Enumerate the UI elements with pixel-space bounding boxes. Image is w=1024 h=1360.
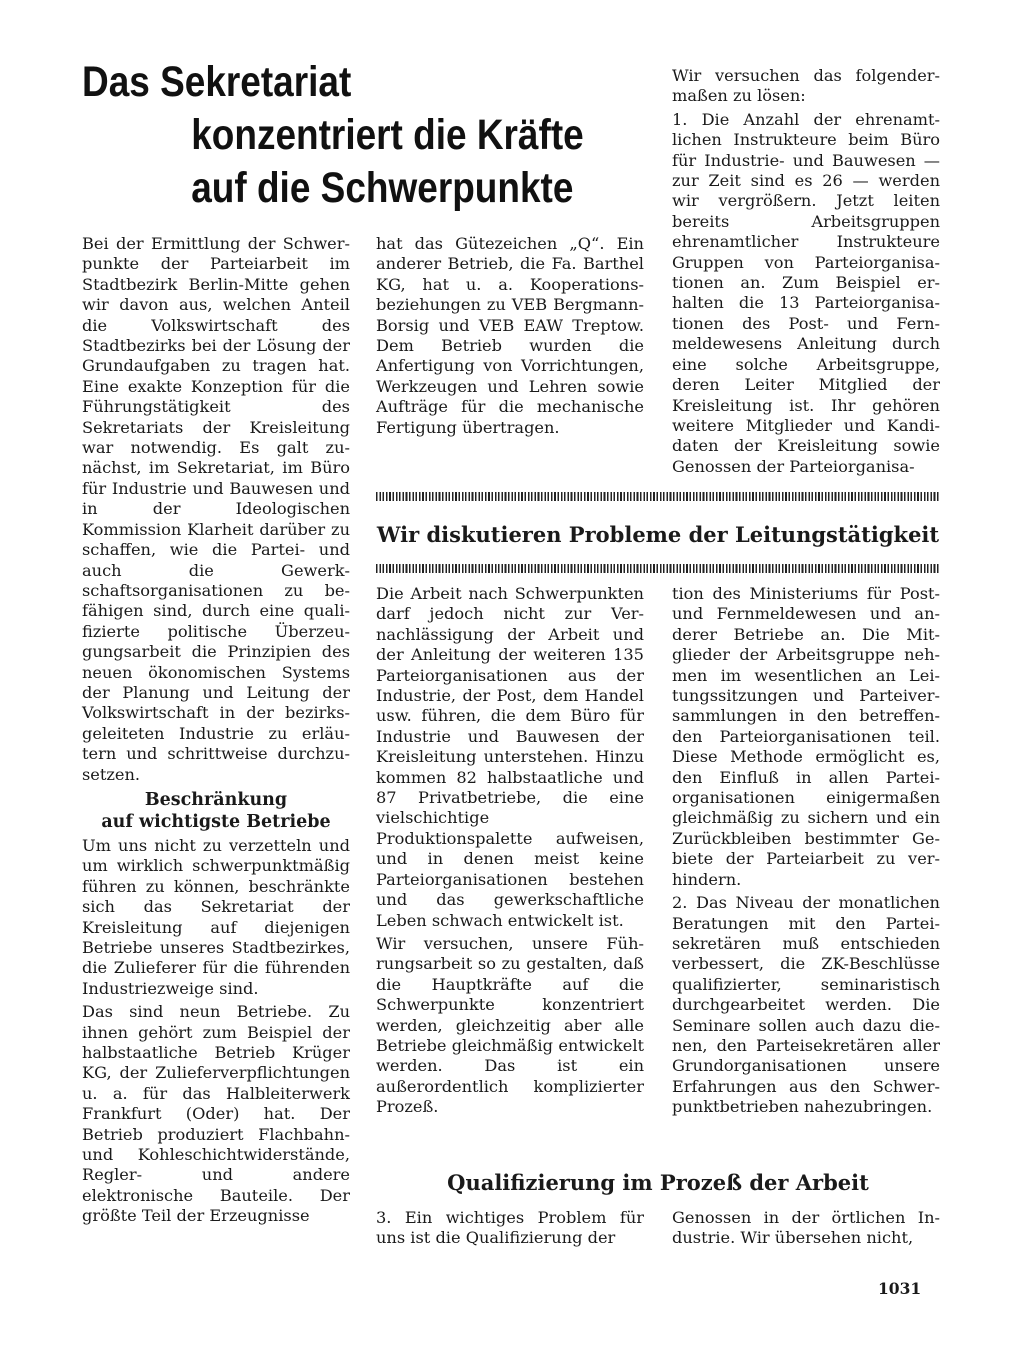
title-line-2: konzentriert die Kräfte — [191, 111, 584, 159]
col3-top-paragraph-1: Wir versuchen das folgendermaßen zu lösen: — [672, 66, 940, 106]
col1-subheading-line-1: Beschränkung — [144, 789, 288, 810]
col3-mid-paragraph-1: tion des Ministeriums für Post- und Fernmeldewesen und anderer Betriebe an. Die Mitglieder der Arbeitsgruppe nehmen im wesentlichen an Leitungssitzungen und Parteiversammlungen in den betreffenden Parteiorganisationen teil. Diese Methode ermöglicht es, den Einfluß in allen Parteiorganisationen einigermaßen gleichmäßig zu sichern und ein Zurückbleiben bestimmter Gebiete der Parteiarbeit zu verhindern. — [672, 584, 940, 889]
column-1 — [82, 234, 350, 1227]
col3-top-paragraph-2: 1. Die Anzahl der ehrenamtlichen Instrukteure beim Büro für Industrie- und Bauwesen — zur Zeit sind es 26 — werden wir vergrößern. Jetzt leiten bereits Arbeitsgruppen ehrenamtlicher Instrukteure Gruppen von Parteiorganisationen an. Zum Beispiel erhalten die 13 Parteiorganisationen des Post- und Fernmeldewesens Anleitung durch eine solche Arbeitsgruppe, deren Leiter Mitglied der Kreisleitung ist. Ihr gehören weitere Mitglieder und Kandidaten der Kreisleitung sowie Genossen der Parteiorganisa- — [672, 109, 940, 476]
col3-bottom-paragraph: Genossen in der örtlichen Industrie. Wir übersehen nicht, — [672, 1208, 940, 1248]
column-3-middle — [672, 584, 940, 1118]
rule-bottom — [376, 564, 940, 573]
column-3-bottom — [672, 1208, 940, 1249]
col1-paragraph-1: Bei der Ermittlung der Schwerpunkte der Parteiarbeit im Stadtbezirk Berlin-Mitte gehen wir davon aus, welchen Anteil die Volkswirtschaft des Stadtbezirks bei der Lösung der Grundaufgaben zu tragen hat. Eine exakte Konzeption für die Führungstätigkeit des Sekretariats der Kreisleitung war notwendig. Es galt zunächst, im Sekretariat, im Büro für Industrie und Bauwesen und in der Ideologischen Kommission Klarheit darüber zu schaffen, wie die Partei- und auch die Gewerkschaftsorganisationen zu befähigen sind, durch eine qualifizierte politische Überzeugungsarbeit die Prinzipien des neuen ökonomischen Systems der Planung und Leitung der Volkswirtschaft in der bezirksgeleiteten Industrie zu erläutern und schrittweise durchzusetzen. — [82, 234, 350, 784]
col1-subheading-line-2: auf wichtigste Betriebe — [101, 811, 331, 832]
rule-top — [376, 492, 940, 501]
article-title — [82, 56, 584, 215]
col2-top-paragraph: hat das Gütezeichen „Q“. Ein anderer Betrieb, die Fa. Barthel KG, hat u. a. Kooperationsbeziehungen zu VEB Bergmann-Borsig und VEB EAW Treptow. Dem Betrieb wurden die Anfertigung von Vorrichtungen, Werkzeugen und Lehren sowie Aufträge für die mechanische Fertigung übertragen. — [376, 234, 644, 437]
col2-bottom-paragraph: 3. Ein wichtiges Problem für uns ist die Qualifizierung der — [376, 1208, 644, 1248]
col2-mid-paragraph-2: Wir versuchen, unsere Führungsarbeit so zu gestalten, daß die Hauptkräfte auf die Schwerpunkte konzentriert werden, gleichzeitig aber alle Betriebe gleichmäßig entwickelt werden. Das ist ein außerordentlich komplizierter Prozeß. — [376, 933, 644, 1117]
column-2-middle — [376, 584, 644, 1118]
col1-paragraph-3: Das sind neun Betriebe. Zu ihnen gehört zum Beispiel der halbstaatliche Betrieb Krüger KG, der Zulieferverpflichtungen u. a. für das Halbleiterwerk Frankfurt (Oder) hat. Der Betrieb produziert Flachbahn- und Kohleschichtwiderstände, Regler- und andere elektronische Bauteile. Der größte Teil der Erzeugnisse — [82, 1002, 350, 1226]
column-2-top — [376, 234, 644, 438]
section-heading-qualifizierung: Qualifizierung im Prozeß der Arbeit — [447, 1170, 869, 1195]
title-line-1: Das Sekretariat — [82, 58, 352, 106]
section-heading-leitungstaetigkeit: Wir diskutieren Probleme der Leitungstätigkeit — [376, 522, 940, 547]
col3-mid-paragraph-2: 2. Das Niveau der monatlichen Beratungen mit den Parteisekretären muß entschieden verbessert, die ZK-Beschlüsse qualifizierter, seminaristisch durchgearbeitet werden. Die Seminare sollen auch dazu dienen, den Parteisekretären aller Grundorganisationen unsere Erfahrungen aus den Schwerpunktbetrieben nahezubringen. — [672, 893, 940, 1117]
title-line-3: auf die Schwerpunkte — [191, 164, 574, 212]
column-2-bottom — [376, 1208, 644, 1249]
col1-subheading — [82, 789, 350, 833]
col2-mid-paragraph-1: Die Arbeit nach Schwerpunkten darf jedoch nicht zur Vernachlässigung der Arbeit und der Anleitung der weiteren 135 Parteiorganisationen aus der Industrie, der Post, dem Handel usw. führen, die dem Büro für Industrie und Bauwesen der Kreisleitung unterstehen. Hinzu kommen 82 halbstaatliche und 87 Privatbetriebe, die eine vielschichtige Produktionspalette aufweisen, und in denen meist keine Parteiorganisationen bestehen und das gewerkschaftliche Leben schwach entwickelt ist. — [376, 584, 644, 930]
col1-paragraph-2: Um uns nicht zu verzetteln und um wirklich schwerpunktmäßig führen zu können, beschränkte sich das Sekretariat der Kreisleitung auf diejenigen Betriebe unseres Stadtbezirkes, die Zulieferer für die führenden Industriezweige sind. — [82, 835, 350, 998]
page-number: 1031 — [878, 1279, 922, 1298]
column-3-top — [672, 66, 940, 477]
